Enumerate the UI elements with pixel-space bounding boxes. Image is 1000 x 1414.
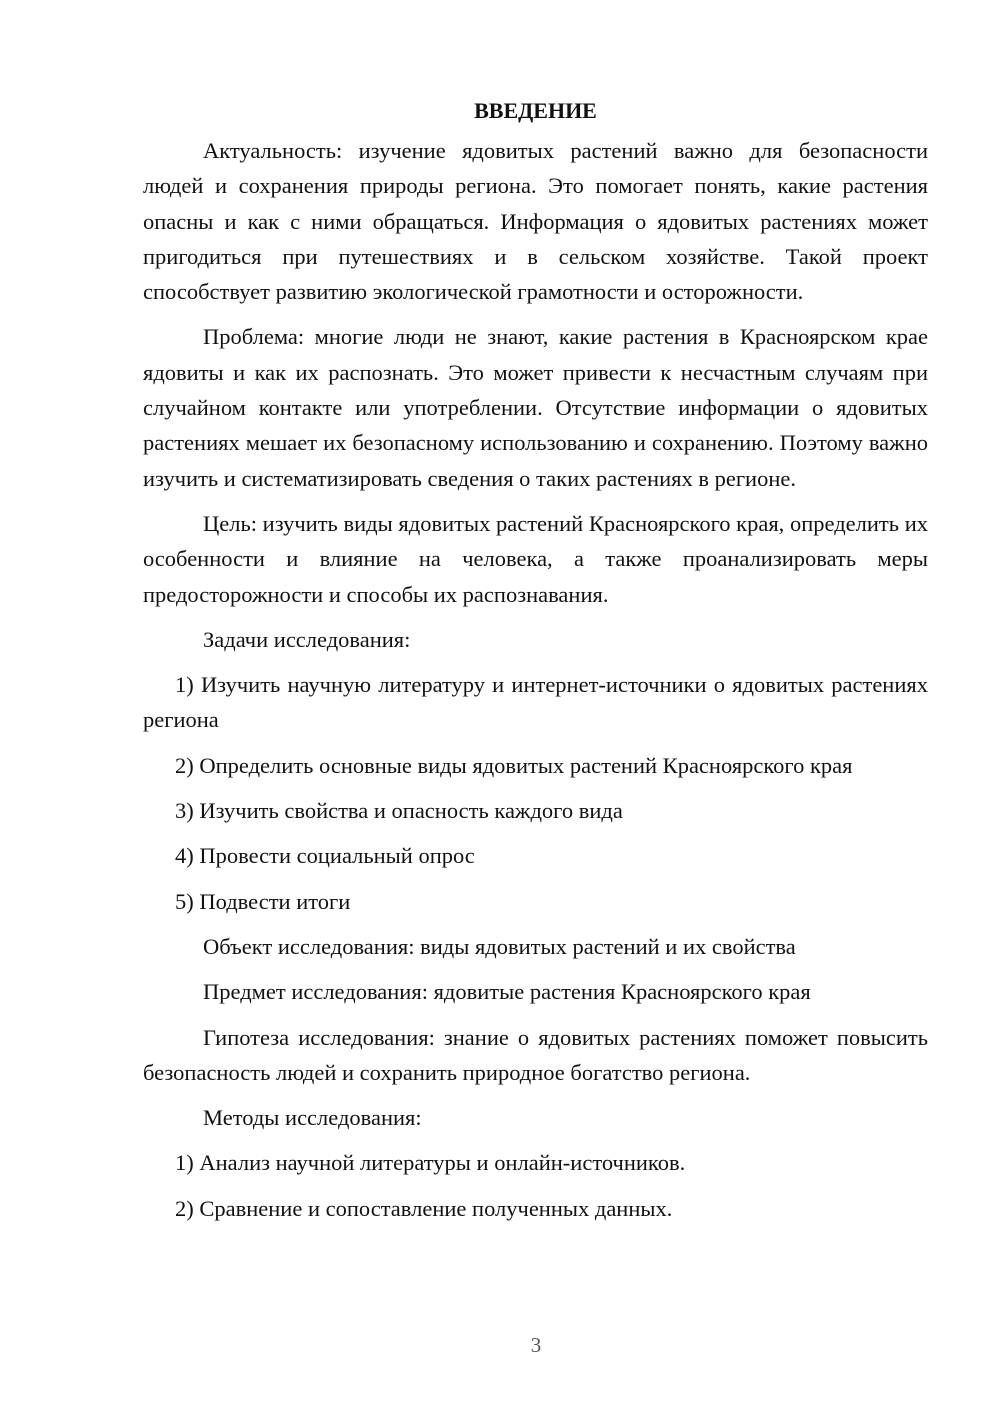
section-title: ВВЕДЕНИЕ <box>474 98 597 123</box>
problem-paragraph: Проблема: многие люди не знают, какие растения в Красноярском крае ядовиты и как их распознать. Это может привести к несчастным случаям при случайном контакте или употреблении. Отсутствие информации о ядовитых растениях мешает их безопасному использованию и сохранению. Поэтому важно изучить и систематизировать сведения о таких растениях в регионе. <box>143 324 928 491</box>
relevance-paragraph: Актуальность: изучение ядовитых растений важно для безопасности людей и сохранения природы региона. Это помогает понять, какие растения опасны и как с ними обращаться. Информация о ядовитых растениях может пригодиться при путешествиях и в сельском хозяйстве. Такой проект способствует развитию экологической грамотности и осторожности. <box>143 138 928 305</box>
document-page <box>143 96 928 1236</box>
task-item-5: 5) Подвести итоги <box>175 888 351 914</box>
subject-line: Предмет исследования: ядовитые растения Красноярского края <box>203 979 811 1005</box>
tasks-heading: Задачи исследования: <box>203 626 411 652</box>
page-number: 3 <box>530 1333 542 1357</box>
object-line: Объект исследования: виды ядовитых растений и их свойства <box>203 933 796 959</box>
method-item-1: 1) Анализ научной литературы и онлайн-источников. <box>175 1150 686 1176</box>
method-item-2: 2) Сравнение и сопоставление полученных данных. <box>175 1195 673 1221</box>
task-item-2: 2) Определить основные виды ядовитых растений Красноярского края <box>175 752 853 778</box>
task-item-1: 1) Изучить научную литературу и интернет-источники о ядовитых растениях региона <box>143 672 928 733</box>
task-item-4: 4) Провести социальный опрос <box>175 843 475 869</box>
goal-paragraph: Цель: изучить виды ядовитых растений Красноярского края, определить их особенности и влияние на человека, а также проанализировать меры предосторожности и способы их распознавания. <box>143 510 928 607</box>
methods-heading: Методы исследования: <box>203 1105 422 1131</box>
task-item-3: 3) Изучить свойства и опасность каждого вида <box>175 798 623 824</box>
hypothesis-paragraph: Гипотеза исследования: знание о ядовитых растениях поможет повысить безопасность людей и сохранить природное богатство региона. <box>143 1024 928 1085</box>
